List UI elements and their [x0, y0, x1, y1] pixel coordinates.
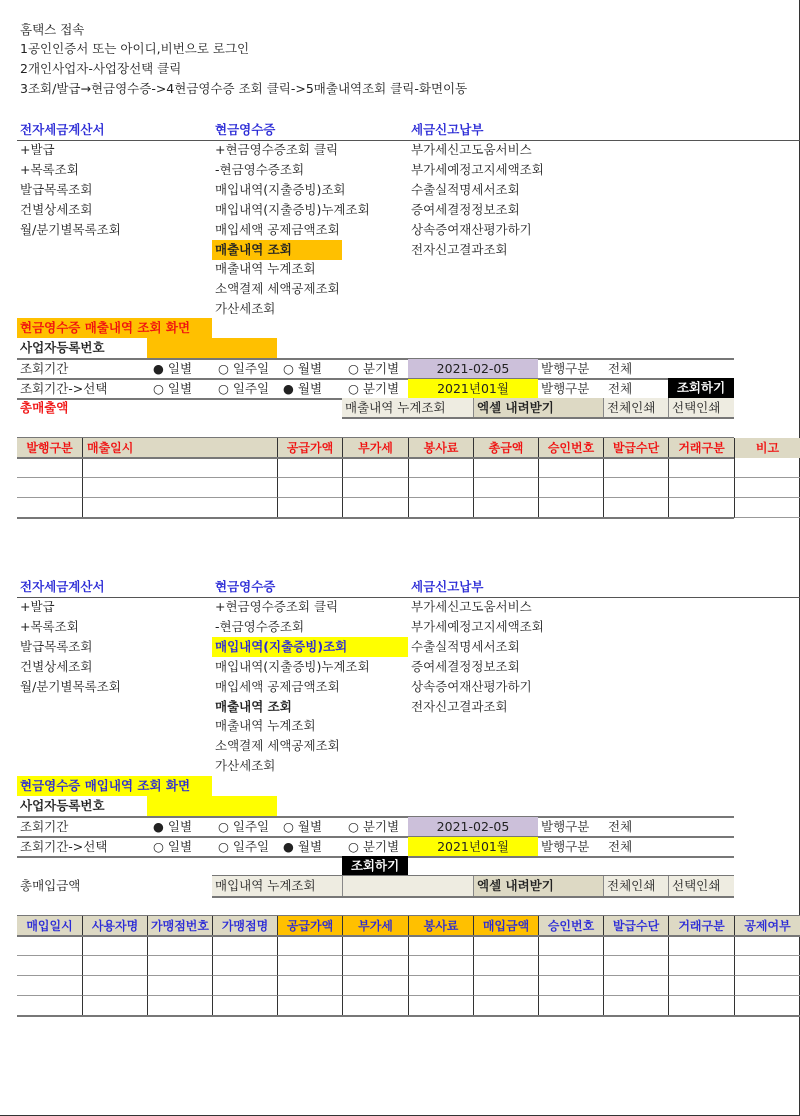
divider — [17, 457, 734, 459]
menu-item[interactable]: 발급목록조회 — [20, 181, 93, 197]
menu-item[interactable]: 건별상세조회 — [20, 201, 93, 217]
menu-item[interactable]: 상속증여재산평가하기 — [411, 221, 532, 237]
instruction-3: 3조회/발급→현금영수증->4현금영수증 조회 클릭->5매출내역조회 클릭-화면이동 — [20, 81, 468, 96]
divider — [17, 1015, 800, 1017]
menu-item[interactable]: +발급 — [20, 142, 55, 157]
column-header[interactable]: 봉사료 — [408, 916, 473, 936]
sales-screen-title: 현금영수증 매출내역 조회 화면 — [17, 318, 212, 338]
table-cell[interactable] — [668, 996, 734, 1016]
issue-type-value[interactable]: 전체 — [608, 839, 633, 854]
table-cell[interactable] — [734, 956, 800, 976]
instruction-0: 홈택스 접속 — [20, 22, 85, 37]
radio-분기별[interactable]: ○ 분기별 — [348, 819, 400, 834]
table-cell[interactable] — [668, 458, 734, 478]
instruction-1: 1공인인증서 또는 아이디,비번으로 로그인 — [20, 41, 250, 56]
table-cell[interactable] — [408, 478, 473, 498]
table-cell[interactable] — [17, 936, 82, 956]
radio-분기별[interactable]: ○ 분기별 — [348, 381, 400, 396]
table-cell[interactable] — [668, 478, 734, 498]
total-purchase-label: 총매입금액 — [20, 878, 81, 893]
table-cell[interactable] — [734, 478, 800, 498]
table-cell[interactable] — [538, 936, 603, 956]
column-header[interactable]: 가맹점명 — [212, 916, 277, 936]
table-cell[interactable] — [603, 498, 668, 518]
issue-type-value[interactable]: 전체 — [608, 361, 633, 376]
table-cell[interactable] — [603, 976, 668, 996]
divider — [342, 417, 734, 419]
sales-cumulative-button[interactable]: 매출내역 누계조회 — [342, 398, 473, 418]
table-cell[interactable] — [17, 458, 82, 478]
issue-type-value[interactable]: 전체 — [608, 381, 633, 396]
column-header[interactable]: 발급수단 — [603, 438, 668, 458]
table-cell[interactable] — [473, 936, 538, 956]
menu-item[interactable]: 소액결제 세액공제조회 — [215, 281, 340, 297]
menu-item[interactable]: 매입내역(지출증빙)누계조회 — [215, 658, 370, 674]
column-header[interactable]: 매입일시 — [17, 916, 82, 936]
table-cell[interactable] — [473, 956, 538, 976]
column-header[interactable]: 매출일시 — [82, 438, 277, 458]
menu-item[interactable]: 매출내역 조회 — [212, 240, 342, 260]
radio-월별[interactable]: ● 월별 — [283, 839, 323, 854]
table-cell[interactable] — [342, 956, 408, 976]
blank-cell — [342, 876, 473, 896]
menu-item[interactable]: 매입내역(지출증빙)조회 — [212, 637, 408, 657]
table-cell[interactable] — [734, 996, 800, 1016]
menu-item[interactable]: 부가세예정고지세액조회 — [411, 161, 544, 177]
table-cell[interactable] — [668, 498, 734, 518]
table-cell[interactable] — [82, 996, 147, 1016]
table-cell[interactable] — [277, 996, 342, 1016]
menu-header[interactable]: 현금영수증 — [215, 122, 276, 137]
table-cell[interactable] — [473, 478, 538, 498]
menu-item[interactable]: 월/분기별목록조회 — [20, 221, 121, 237]
date-field[interactable]: 2021-02-05 — [408, 817, 538, 837]
menu-item[interactable]: -현금영수증조회 — [215, 161, 305, 177]
radio-분기별[interactable]: ○ 분기별 — [348, 361, 400, 376]
radio-일별[interactable]: ● 일별 — [153, 819, 193, 834]
table-cell[interactable] — [734, 976, 800, 996]
column-header[interactable]: 총금액 — [473, 438, 538, 458]
table-cell[interactable] — [603, 478, 668, 498]
table-cell[interactable] — [277, 976, 342, 996]
radio-일주일[interactable]: ○ 일주일 — [218, 839, 270, 854]
table-cell[interactable] — [82, 458, 277, 478]
menu-item[interactable]: -현금영수증조회 — [215, 618, 305, 634]
table-cell[interactable] — [17, 996, 82, 1016]
table-cell[interactable] — [277, 458, 342, 478]
table-cell[interactable] — [668, 936, 734, 956]
column-header[interactable]: 부가세 — [342, 916, 408, 936]
date-field[interactable]: 2021-02-05 — [408, 359, 538, 379]
table-cell[interactable] — [538, 976, 603, 996]
column-header[interactable]: 승인번호 — [538, 916, 603, 936]
divider — [17, 140, 800, 141]
table-cell[interactable] — [147, 936, 212, 956]
column-header[interactable]: 거래구분 — [668, 916, 734, 936]
radio-월별[interactable]: ○ 월별 — [283, 361, 323, 376]
radio-일별[interactable]: ○ 일별 — [153, 839, 193, 854]
table-cell[interactable] — [17, 976, 82, 996]
table-cell[interactable] — [82, 936, 147, 956]
table-cell[interactable] — [82, 956, 147, 976]
biz-no-input[interactable] — [147, 796, 277, 816]
total-sales-label: 총매출액 — [20, 400, 69, 415]
column-header[interactable]: 공제여부 — [734, 916, 800, 936]
table-cell[interactable] — [538, 956, 603, 976]
menu-item[interactable]: 매입내역(지출증빙)누계조회 — [215, 201, 370, 217]
table-cell[interactable] — [212, 976, 277, 996]
menu-item[interactable]: 건별상세조회 — [20, 658, 93, 674]
menu-item[interactable]: 매입세액 공제금액조회 — [215, 221, 340, 237]
table-cell[interactable] — [147, 956, 212, 976]
radio-일별[interactable]: ● 일별 — [153, 361, 193, 376]
menu-item[interactable]: 매출내역 조회 — [215, 698, 292, 714]
menu-item[interactable]: +현금영수증조회 클릭 — [215, 142, 339, 157]
menu-item[interactable]: +목록조회 — [20, 618, 79, 634]
menu-item[interactable]: 부가세신고도움서비스 — [411, 599, 532, 614]
table-cell[interactable] — [277, 478, 342, 498]
table-cell[interactable] — [277, 936, 342, 956]
radio-일주일[interactable]: ○ 일주일 — [218, 361, 270, 376]
excel-download-button[interactable]: 엑셀 내려받기 — [473, 876, 603, 896]
menu-item[interactable]: 매입세액 공제금액조회 — [215, 678, 340, 694]
table-cell[interactable] — [734, 936, 800, 956]
radio-일주일[interactable]: ○ 일주일 — [218, 819, 270, 834]
table-cell[interactable] — [212, 956, 277, 976]
table-cell[interactable] — [408, 498, 473, 518]
table-cell[interactable] — [342, 458, 408, 478]
table-cell[interactable] — [17, 498, 82, 518]
menu-header[interactable]: 세금신고납부 — [411, 579, 484, 594]
radio-월별[interactable]: ● 월별 — [283, 381, 323, 396]
purchase-screen-title: 현금영수증 매입내역 조회 화면 — [17, 776, 212, 796]
excel-download-button[interactable]: 엑셀 내려받기 — [473, 398, 603, 418]
menu-item[interactable]: 전자신고결과조회 — [411, 698, 508, 714]
menu-header[interactable]: 현금영수증 — [215, 579, 276, 594]
table-cell[interactable] — [342, 996, 408, 1016]
menu-item[interactable]: 매출내역 누계조회 — [215, 718, 316, 734]
biz-no-input[interactable] — [147, 338, 277, 358]
menu-item[interactable]: +발급 — [20, 599, 55, 614]
menu-item[interactable]: 부가세신고도움서비스 — [411, 142, 532, 157]
menu-header[interactable]: 세금신고납부 — [411, 122, 484, 137]
divider — [212, 896, 734, 898]
date-field[interactable]: 2021년01월 — [408, 837, 538, 857]
period-label: 조회기간 — [20, 819, 69, 834]
issue-type-label: 발행구분 — [541, 819, 590, 834]
menu-item[interactable]: 상속증여재산평가하기 — [411, 678, 532, 694]
menu-item[interactable]: 수출실적명세서조회 — [411, 638, 520, 654]
column-header[interactable]: 사용자명 — [82, 916, 147, 936]
menu-item[interactable]: 증여세결정정보조회 — [411, 658, 520, 674]
divider — [17, 935, 800, 937]
table-cell[interactable] — [342, 976, 408, 996]
table-cell[interactable] — [473, 458, 538, 478]
issue-type-label: 발행구분 — [541, 839, 590, 854]
table-cell[interactable] — [212, 996, 277, 1016]
divider — [17, 517, 734, 519]
menu-item[interactable]: 수출실적명세서조회 — [411, 181, 520, 197]
table-cell[interactable] — [668, 956, 734, 976]
table-cell[interactable] — [734, 498, 800, 518]
column-header[interactable]: 봉사료 — [408, 438, 473, 458]
menu-item[interactable]: 매출내역 누계조회 — [215, 261, 316, 277]
table-cell[interactable] — [147, 976, 212, 996]
column-header[interactable]: 공급가액 — [277, 438, 342, 458]
table-cell[interactable] — [408, 458, 473, 478]
menu-item[interactable]: 발급목록조회 — [20, 638, 93, 654]
menu-item[interactable]: 매입내역(지출증빙)조회 — [215, 181, 346, 197]
table-cell[interactable] — [82, 976, 147, 996]
table-cell[interactable] — [277, 498, 342, 518]
issue-type-label: 발행구분 — [541, 361, 590, 376]
table-cell[interactable] — [408, 976, 473, 996]
menu-item[interactable]: +현금영수증조회 클릭 — [215, 599, 339, 614]
column-header[interactable]: 가맹점번호 — [147, 916, 212, 936]
table-cell[interactable] — [473, 996, 538, 1016]
table-cell[interactable] — [473, 498, 538, 518]
menu-item[interactable]: 월/분기별목록조회 — [20, 678, 121, 694]
search-button[interactable]: 조회하기 — [668, 378, 734, 398]
table-cell[interactable] — [147, 996, 212, 1016]
print-all-button[interactable]: 전체인쇄 — [603, 876, 668, 896]
issue-type-label: 발행구분 — [541, 381, 590, 396]
table-cell[interactable] — [603, 956, 668, 976]
period-label: 조회기간 — [20, 361, 69, 376]
table-cell[interactable] — [17, 956, 82, 976]
table-cell[interactable] — [277, 956, 342, 976]
print-all-button[interactable]: 전체인쇄 — [603, 398, 668, 418]
biz-no-label: 사업자등록번호 — [20, 340, 105, 355]
menu-item[interactable]: 가산세조회 — [215, 301, 276, 317]
table-cell[interactable] — [17, 478, 82, 498]
print-selected-button[interactable]: 선택인쇄 — [668, 398, 734, 418]
column-header[interactable]: 발급수단 — [603, 916, 668, 936]
table-cell[interactable] — [212, 936, 277, 956]
radio-일별[interactable]: ○ 일별 — [153, 381, 193, 396]
table-cell[interactable] — [538, 478, 603, 498]
radio-일주일[interactable]: ○ 일주일 — [218, 381, 270, 396]
menu-item[interactable]: 증여세결정정보조회 — [411, 201, 520, 217]
table-cell[interactable] — [342, 478, 408, 498]
table-cell[interactable] — [538, 498, 603, 518]
date-field[interactable]: 2021년01월 — [408, 379, 538, 399]
table-cell[interactable] — [538, 458, 603, 478]
table-cell[interactable] — [473, 976, 538, 996]
table-cell[interactable] — [342, 936, 408, 956]
column-header[interactable]: 공급가액 — [277, 916, 342, 936]
print-selected-button[interactable]: 선택인쇄 — [668, 876, 734, 896]
column-header[interactable]: 승인번호 — [538, 438, 603, 458]
column-header[interactable]: 발행구분 — [17, 438, 82, 458]
menu-item[interactable]: 전자신고결과조회 — [411, 241, 508, 257]
period-label: 조회기간->선택 — [20, 839, 108, 854]
menu-item[interactable]: 부가세예정고지세액조회 — [411, 618, 544, 634]
table-cell[interactable] — [408, 956, 473, 976]
radio-월별[interactable]: ○ 월별 — [283, 819, 323, 834]
period-label: 조회기간->선택 — [20, 381, 108, 396]
column-header[interactable]: 거래구분 — [668, 438, 734, 458]
search-button[interactable]: 조회하기 — [342, 856, 408, 876]
menu-header[interactable]: 전자세금계산서 — [20, 579, 105, 594]
menu-item[interactable]: 가산세조회 — [215, 758, 276, 774]
column-header[interactable]: 매입금액 — [473, 916, 538, 936]
table-cell[interactable] — [538, 996, 603, 1016]
purchase-cumulative-button[interactable]: 매입내역 누계조회 — [212, 876, 342, 896]
column-header[interactable]: 부가세 — [342, 438, 408, 458]
column-header[interactable]: 비고 — [734, 438, 800, 458]
table-cell[interactable] — [408, 996, 473, 1016]
table-cell[interactable] — [342, 498, 408, 518]
table-cell[interactable] — [82, 498, 277, 518]
table-cell[interactable] — [408, 936, 473, 956]
table-cell[interactable] — [603, 458, 668, 478]
menu-item[interactable]: 소액결제 세액공제조회 — [215, 738, 340, 754]
menu-item[interactable]: +목록조회 — [20, 161, 79, 177]
instruction-2: 2개인사업자-사업장선택 클릭 — [20, 61, 182, 76]
issue-type-value[interactable]: 전체 — [608, 819, 633, 834]
table-cell[interactable] — [603, 996, 668, 1016]
table-cell[interactable] — [82, 478, 277, 498]
table-cell[interactable] — [734, 458, 800, 478]
menu-header[interactable]: 전자세금계산서 — [20, 122, 105, 137]
table-cell[interactable] — [603, 936, 668, 956]
table-cell[interactable] — [668, 976, 734, 996]
radio-분기별[interactable]: ○ 분기별 — [348, 839, 400, 854]
biz-no-label: 사업자등록번호 — [20, 798, 105, 813]
divider — [17, 597, 800, 598]
